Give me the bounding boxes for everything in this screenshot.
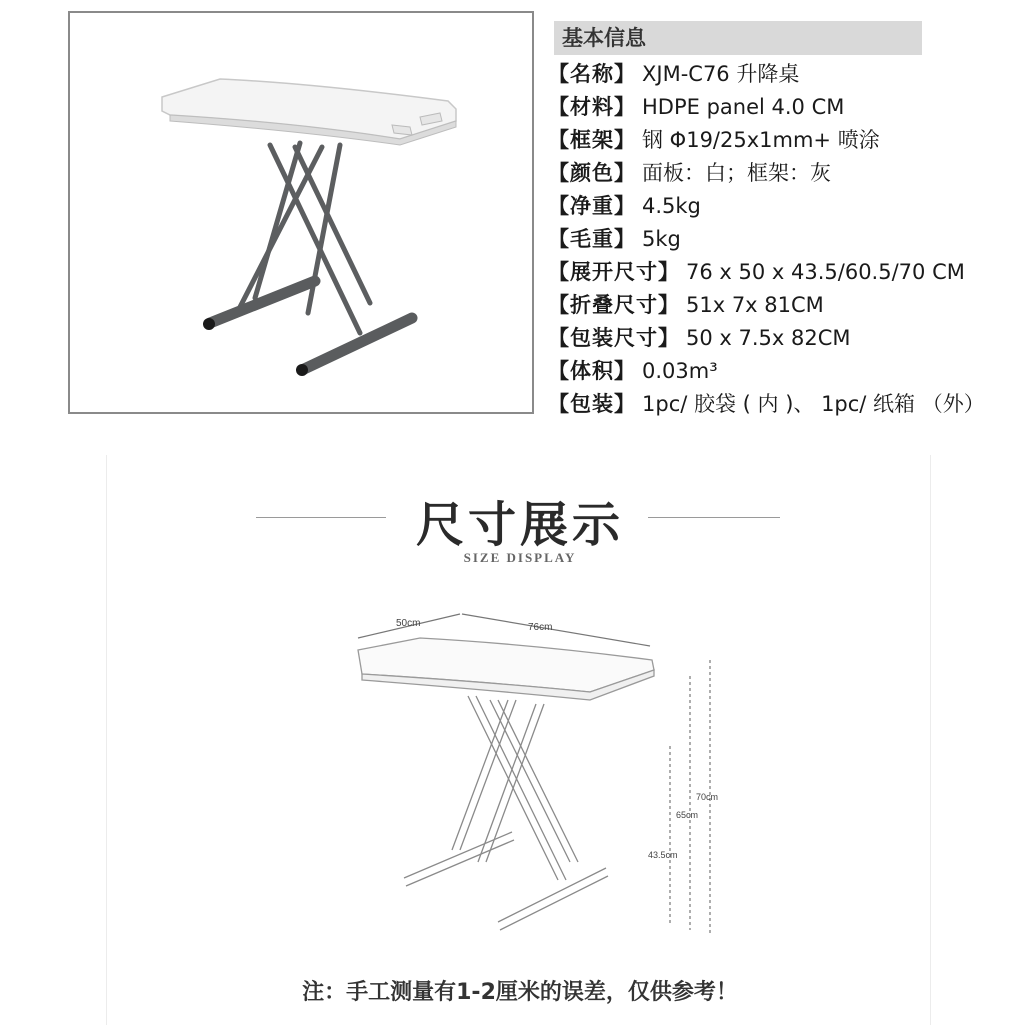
spec-row-unfolded-size [548, 256, 1028, 289]
spec-row-color [548, 157, 1028, 190]
section-border-left [106, 455, 107, 1025]
length-label: 76cm [528, 622, 553, 633]
basic-info-header: 基本信息 [554, 21, 922, 55]
spec-row-volume [548, 355, 1028, 388]
product-photo [68, 11, 534, 414]
spec-row-frame [548, 124, 1028, 157]
spec-row-packaging [548, 388, 1028, 421]
length-dimension-line [462, 614, 650, 646]
spec-key: 【展开尺寸】 [548, 260, 680, 284]
folding-table-illustration [70, 13, 532, 412]
spec-value: 0.03m³ [642, 359, 718, 383]
spec-key: 【体积】 [548, 359, 636, 383]
spec-value: 76 x 50 x 43.5/60.5/70 CM [686, 260, 965, 284]
spec-value: 1pc/ 胶袋 ( 内 )、 1pc/ 纸箱 （外） [642, 392, 985, 416]
spec-value: 4.5kg [642, 194, 701, 218]
height-label-mid: 65cm [676, 810, 699, 820]
spec-key: 【毛重】 [548, 227, 636, 251]
spec-key: 【颜色】 [548, 161, 636, 185]
spec-row-package-size [548, 322, 1028, 355]
spec-key: 【折叠尺寸】 [548, 293, 680, 317]
spec-key: 【包装】 [548, 392, 636, 416]
title-divider-left [256, 517, 386, 518]
spec-row-folded-size [548, 289, 1028, 322]
spec-value: 51x 7x 81CM [686, 293, 824, 317]
spec-value: 面板：白；框架：灰 [642, 161, 831, 185]
spec-list [548, 58, 1028, 421]
spec-row-name [548, 58, 1028, 91]
height-label-low: 43.5cm [648, 850, 678, 860]
spec-row-material [548, 91, 1028, 124]
size-display-title: 尺寸展示 [415, 497, 624, 553]
dimension-diagram [340, 600, 740, 940]
spec-value: 钢 Φ19/25x1mm+ 喷涂 [642, 128, 880, 152]
size-display-subtitle: SIZE DISPLAY [463, 550, 577, 565]
spec-key: 【包装尺寸】 [548, 326, 680, 350]
width-label: 50cm [396, 618, 421, 629]
measurement-note: 注：手工测量有1-2厘米的误差，仅供参考！ [302, 980, 738, 1005]
spec-value: XJM-C76 升降桌 [642, 62, 800, 86]
section-border-right [930, 455, 931, 1025]
title-divider-right [648, 517, 780, 518]
spec-row-net-weight [548, 190, 1028, 223]
spec-key: 【材料】 [548, 95, 636, 119]
spec-key: 【净重】 [548, 194, 636, 218]
spec-value: 50 x 7.5x 82CM [686, 326, 851, 350]
spec-value: HDPE panel 4.0 CM [642, 95, 845, 119]
spec-value: 5kg [642, 227, 681, 251]
spec-row-gross-weight [548, 223, 1028, 256]
height-label-high: 70cm [696, 792, 719, 802]
spec-key: 【名称】 [548, 62, 636, 86]
spec-key: 【框架】 [548, 128, 636, 152]
